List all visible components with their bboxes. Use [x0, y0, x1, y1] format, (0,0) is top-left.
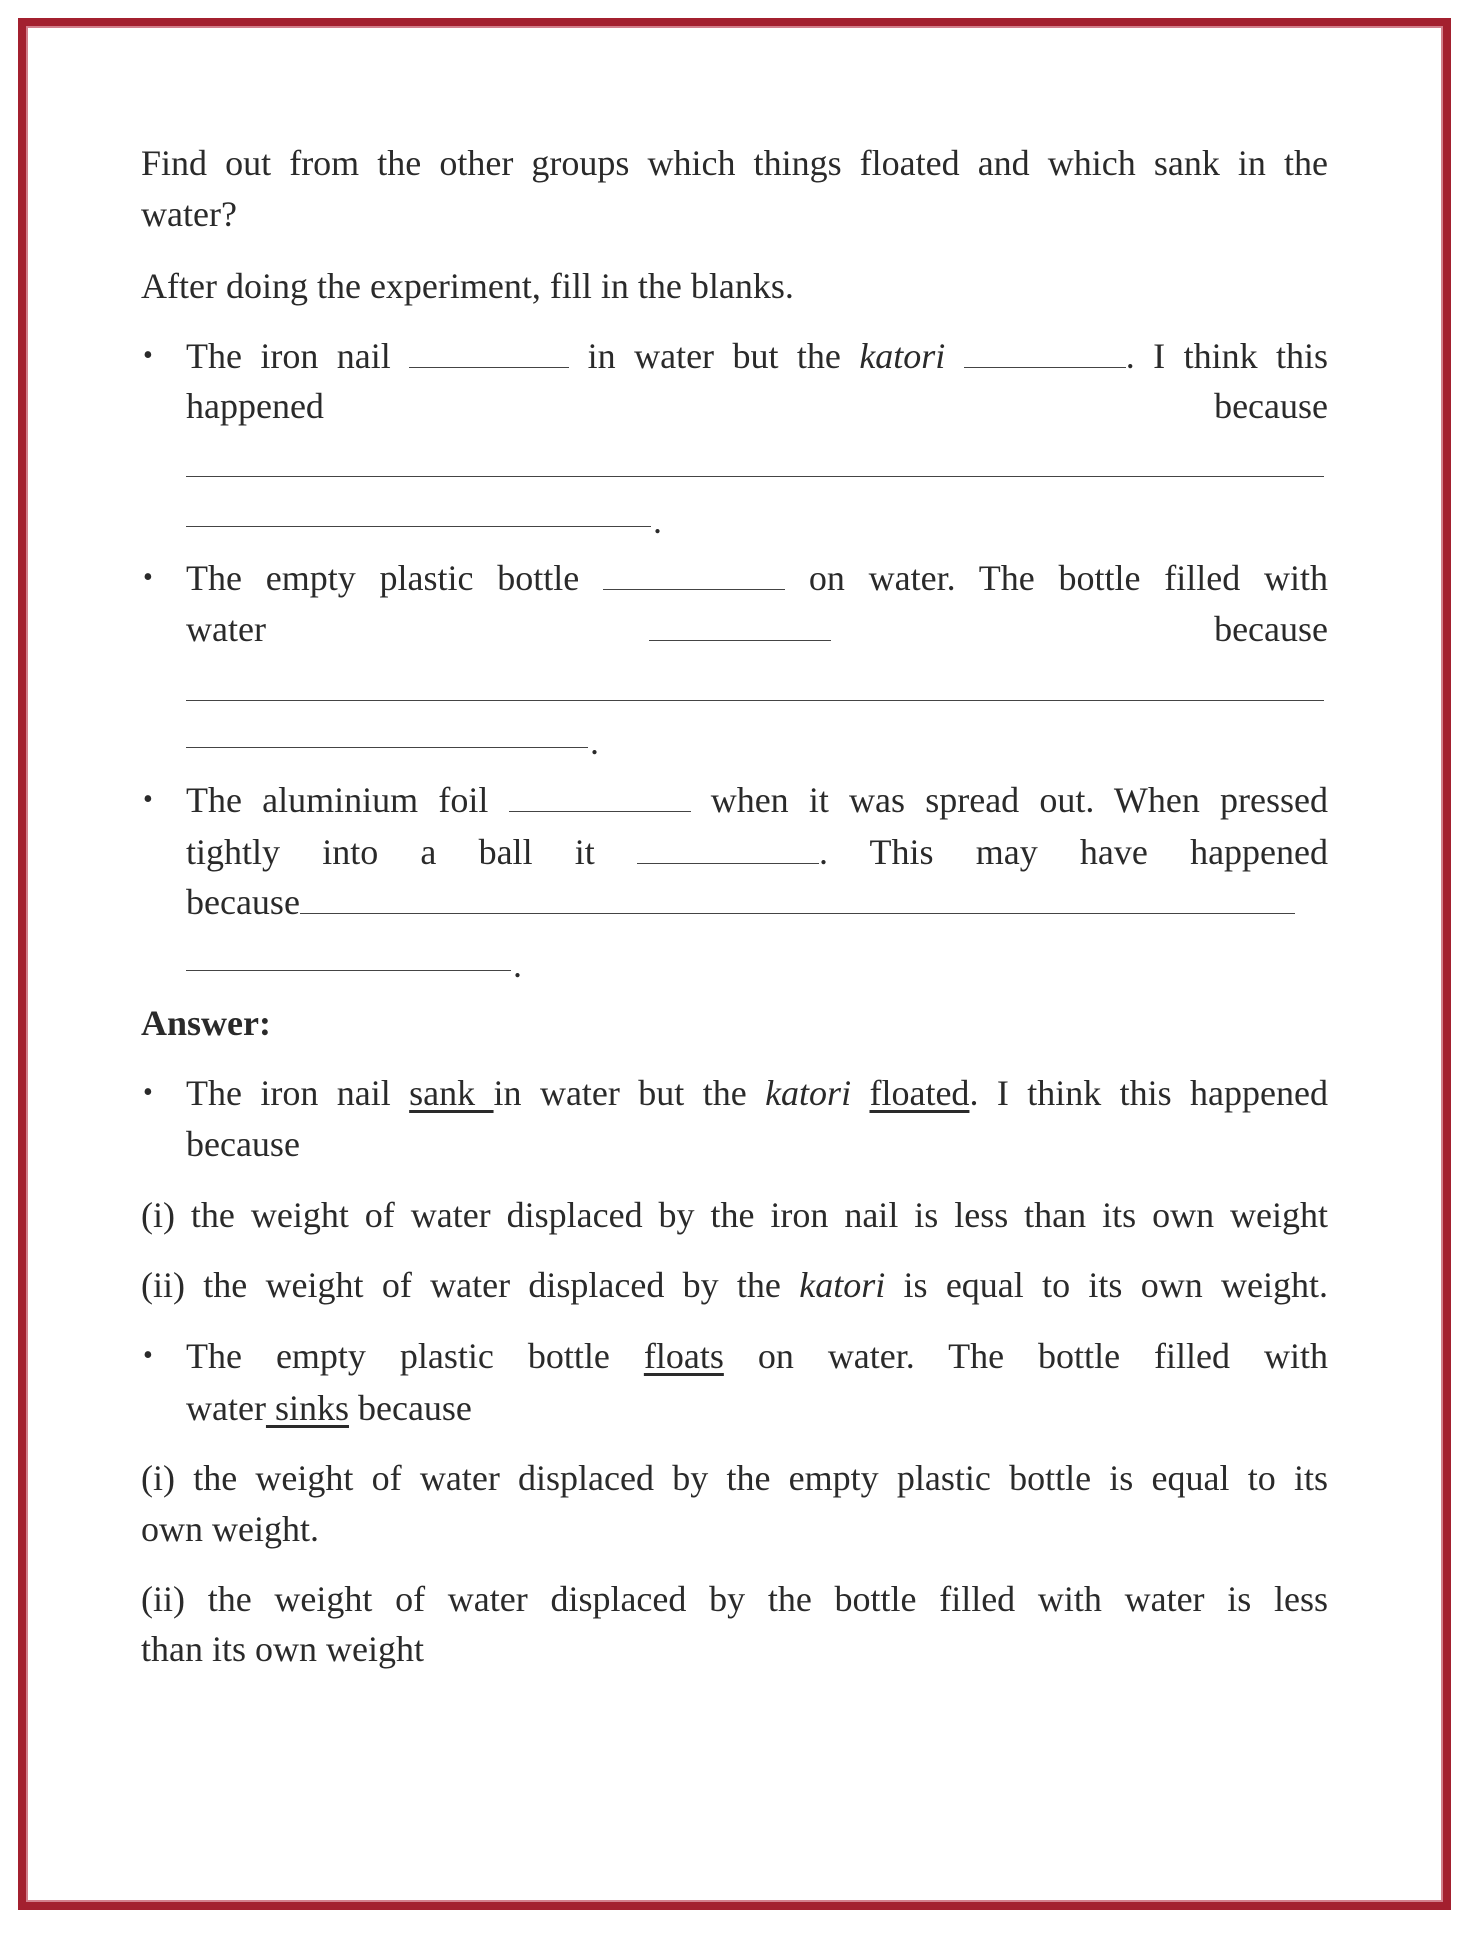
answer-1-line [186, 1068, 1328, 1118]
text: because [1214, 609, 1329, 649]
text: . This may have happened [818, 832, 1329, 872]
answer-2-reason-ii: (ii) the weight of water displaced by the bottle filled with water is less [141, 1579, 1328, 1619]
answer-line[interactable] [186, 747, 588, 748]
text: The iron nail [186, 336, 391, 376]
text: The empty plastic bottle [186, 1336, 644, 1376]
question-2-line [186, 553, 1328, 603]
answer-2-reason-i: own weight. [141, 1509, 319, 1549]
intro-line: Find out from the other groups which things floated and which sank in the [141, 143, 1328, 183]
bullet: • [143, 562, 153, 593]
answer-1-line: because [186, 1124, 300, 1164]
bullet: • [143, 784, 153, 815]
answer-2-line [186, 1383, 1328, 1433]
blank[interactable] [409, 333, 569, 368]
text: The aluminium foil [186, 780, 489, 820]
bullet: • [143, 1340, 153, 1371]
term: katori [765, 1073, 852, 1113]
answer-word: sank [409, 1073, 494, 1113]
heading-text: Answer: [141, 1003, 271, 1043]
term: katori [799, 1265, 886, 1305]
period: . [513, 945, 522, 985]
text: water [186, 609, 266, 649]
question-3-line [186, 827, 1328, 877]
answer-line[interactable] [186, 526, 651, 527]
blank[interactable] [509, 777, 691, 812]
text: on water. The bottle filled with [723, 1336, 1328, 1376]
blank[interactable] [649, 606, 831, 641]
text: The empty plastic bottle [186, 558, 580, 598]
period: . [653, 501, 662, 541]
answer-1-reason-i: (i) the weight of water displaced by the iron nail is less than its own weight [141, 1195, 1328, 1235]
text: when it was spread out. When pressed [710, 780, 1329, 820]
blank[interactable] [964, 333, 1126, 368]
question-3-line [186, 775, 1328, 825]
text: water [186, 1388, 266, 1428]
question-1-line [186, 331, 1328, 381]
text: (ii) the weight of water displaced by the [141, 1265, 800, 1305]
blank[interactable] [637, 829, 819, 864]
answer-line[interactable] [186, 700, 1324, 701]
text: because [186, 882, 300, 922]
answer-2-reason-ii: than its own weight [141, 1629, 424, 1669]
answer-word: floated [869, 1073, 970, 1113]
intro-line: water? [141, 194, 237, 234]
question-3-line [186, 877, 1328, 927]
answer-2-reason-i: (i) the weight of water displaced by the empty plastic bottle is equal to its [141, 1458, 1328, 1498]
question-2-line [186, 604, 1328, 654]
bullet: • [143, 1077, 153, 1108]
instruction: After doing the experiment, fill in the blanks. [141, 266, 794, 306]
text: on water. The bottle filled with [808, 558, 1329, 598]
answer-line[interactable] [186, 476, 1324, 477]
question-1-line [186, 381, 1328, 431]
answer-word: floats [643, 1336, 724, 1376]
answer-1-reason-ii [141, 1260, 1328, 1310]
answer-line[interactable] [186, 970, 511, 971]
answer-2-line [186, 1331, 1328, 1381]
blank[interactable] [300, 879, 1295, 914]
text: . I think this [1125, 336, 1329, 376]
text: in water but the [493, 1073, 766, 1113]
text: because [1214, 386, 1328, 426]
text: is equal to its own weight. [885, 1265, 1328, 1305]
text: happened [186, 386, 324, 426]
answer-heading [141, 998, 271, 1048]
blank[interactable] [603, 555, 785, 590]
text: tightly into a ball it [186, 832, 595, 872]
bullet: • [143, 340, 153, 371]
text: The iron nail [186, 1073, 410, 1113]
text: in water but the [587, 336, 841, 376]
text: because [348, 1388, 472, 1428]
answer-word: sinks [265, 1388, 349, 1428]
period: . [590, 722, 599, 762]
text: . I think this happened [969, 1073, 1328, 1113]
term: katori [859, 336, 946, 376]
